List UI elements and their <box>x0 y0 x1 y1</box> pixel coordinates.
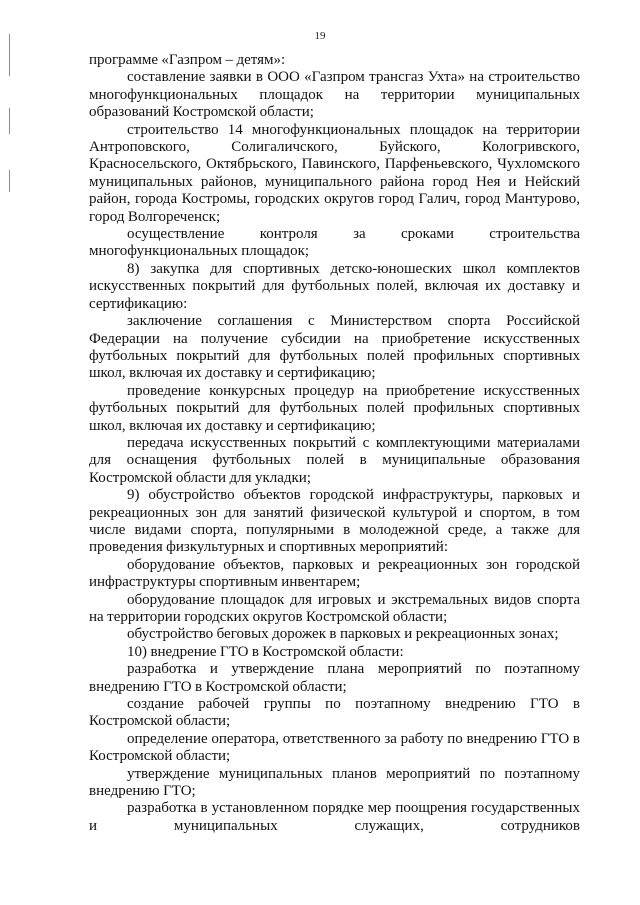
paragraph: оборудование площадок для игровых и экстремальных видов спорта на территории городских округов Костромской области; <box>89 591 580 625</box>
paragraph: разработка и утверждение плана мероприятий по поэтапному внедрению ГТО в Костромской области; <box>89 661 580 695</box>
paragraph: программе «Газпром – детям»: <box>89 52 286 68</box>
paragraph: 8) закупка для спортивных детско-юношеских школ комплектов искусственных покрытий для футбольных полей, включая их доставку и сертификацию: <box>89 260 580 312</box>
scan-margin-mark <box>9 108 10 134</box>
paragraph: обустройство беговых дорожек в парковых и рекреационных зонах; <box>127 626 559 643</box>
scan-margin-mark <box>9 170 10 192</box>
paragraph: разработка в установленном порядке мер поощрения государственных и муниципальных служащих, сотрудников <box>89 800 580 834</box>
paragraph: заключение соглашения с Министерством спорта Российской Федерации на получение субсидии на приобретение искусственных футбольных покрытий для футбольных полей профильных спортивных школ, включая их доставку и сертификацию; <box>89 313 580 382</box>
page-number: 19 <box>314 30 326 42</box>
paragraph: утверждение муниципальных планов мероприятий по поэтапному внедрению ГТО; <box>89 765 580 800</box>
paragraph: строительство 14 многофункциональных площадок на территории Антроповского, Солигаличского, Буйского, Кологривского, Красносельского, Октябрьского, Павинского, Парфеньевского, Чухломского муниципальных районов, муниципального района город Нея и Нейский район, города Костромы, городских округов город Галич, город Мантурово, город Волгореченск; <box>89 121 580 225</box>
paragraph: 10) внедрение ГТО в Костромской области: <box>127 643 404 660</box>
paragraph: осуществление контроля за сроками строительства многофункциональных площадок; <box>89 226 580 260</box>
paragraph: передача искусственных покрытий с комплектующими материалами для оснащения футбольных полей в муниципальные образования Костромской области для укладки; <box>89 434 580 486</box>
scan-margin-mark <box>9 34 10 76</box>
paragraph: оборудование объектов, парковых и рекреационных зон городской инфраструктуры спортивным инвентарем; <box>89 556 580 591</box>
document-body <box>89 52 580 835</box>
paragraph: 9) обустройство объектов городской инфраструктуры, парковых и рекреационных зон для занятий физической культурой и спортом, в том числе видами спорта, популярными в молодежной среде, а также для проведения физкультурных и спортивных мероприятий: <box>89 487 580 556</box>
paragraph: определение оператора, ответственного за работу по внедрению ГТО в Костромской области; <box>89 730 580 765</box>
paragraph: создание рабочей группы по поэтапному внедрению ГТО в Костромской области; <box>89 696 580 730</box>
paragraph: составление заявки в ООО «Газпром трансгаз Ухта» на строительство многофункциональных площадок на территории муниципальных образований Костромской области; <box>89 69 580 121</box>
paragraph: проведение конкурсных процедур на приобретение искусственных футбольных покрытий для футбольных полей профильных спортивных школ, включая их доставку и сертификацию; <box>89 382 580 434</box>
